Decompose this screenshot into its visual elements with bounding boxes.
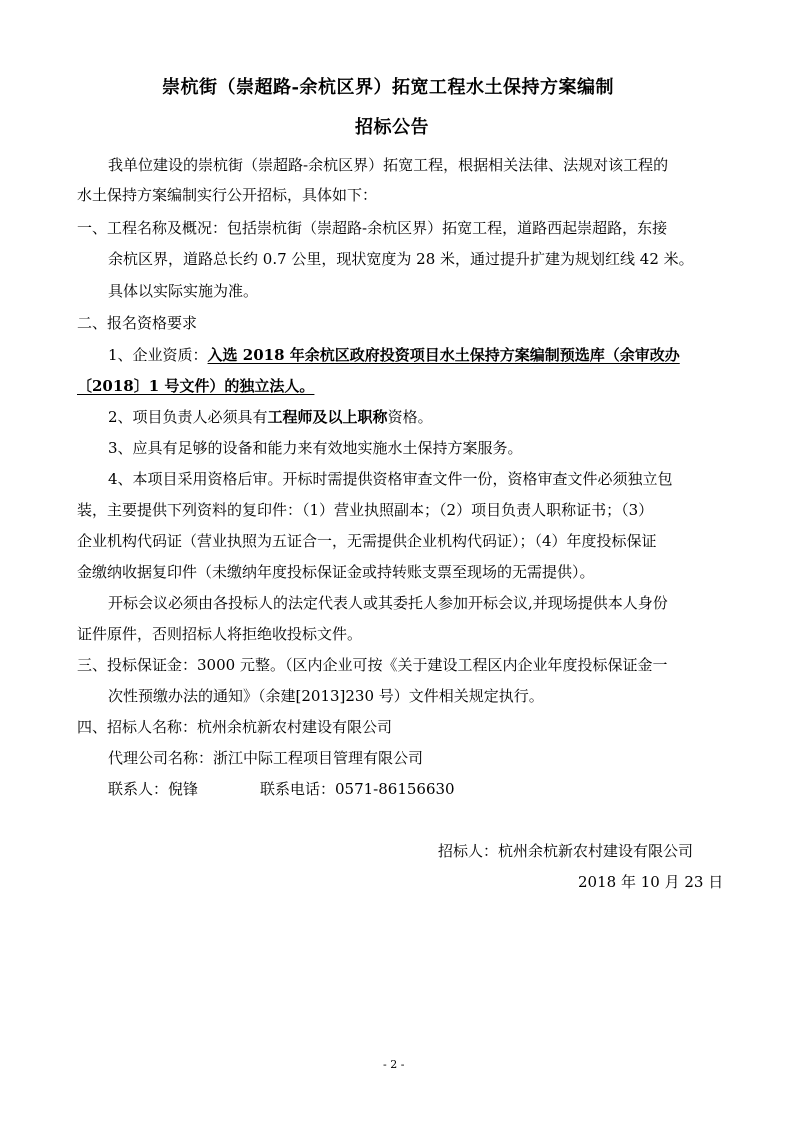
section-1-line-2: 余杭区界，道路总长约 0.7 公里，现状宽度为 28 米，通过提升扩建为规划红线 42 米。 xyxy=(108,250,694,268)
section-2-item-4-line-1: 4、本项目采用资格后审。开标时需提供资格审查文件一份，资格审查文件必须独立包 xyxy=(108,470,673,488)
agent-company: 代理公司名称：浙江中际工程项目管理有限公司 xyxy=(108,749,424,767)
signature-date: 2018 年 10 月 23 日 xyxy=(578,873,724,891)
item-2-title-requirement: 工程师及以上职称 xyxy=(267,408,388,426)
title-line-1: 崇杭街（崇超路-余杭区界）拓宽工程水土保持方案编制 xyxy=(162,77,614,98)
section-2-item-1 xyxy=(108,345,680,365)
meeting-line-1: 开标会议必须由各投标人的法定代表人或其委托人参加开标会议,并现场提供本人身份 xyxy=(108,594,668,612)
intro-line-1: 我单位建设的崇杭街（崇超路-余杭区界）拓宽工程，根据相关法律、法规对该工程的 xyxy=(108,156,669,174)
section-3-line-1: 三、投标保证金：3000 元整。（区内企业可按《关于建设工程区内企业年度投标保证金一 xyxy=(77,656,668,674)
section-2-item-4-line-4: 金缴纳收据复印件（未缴纳年度投标保证金或持转账支票至现场的无需提供）。 xyxy=(77,563,595,581)
item-2-text-c: 资格。 xyxy=(387,408,433,426)
section-3-line-2: 次性预缴办法的通知》（余建[2013]230 号）文件相关规定执行。 xyxy=(108,687,544,705)
section-2-item-4-line-2: 装，主要提供下列资料的复印件：（1）营业执照副本；（2）项目负责人职称证书；（3） xyxy=(77,501,654,519)
page-number: - 2 - xyxy=(383,1058,405,1071)
signature-organization: 招标人：杭州余杭新农村建设有限公司 xyxy=(438,842,694,860)
title-line-2: 招标公告 xyxy=(355,117,429,138)
item-1-label: 1、企业资质： xyxy=(108,346,208,364)
section-2-item-2 xyxy=(108,407,433,427)
section-4-heading: 四、招标人名称：杭州余杭新农村建设有限公司 xyxy=(77,718,393,736)
contact-person: 联系人：倪锋 xyxy=(108,780,199,798)
contact-phone: 联系电话：0571-86156630 xyxy=(260,780,455,798)
section-1-line-3: 具体以实际实施为准。 xyxy=(108,282,259,300)
section-1-line-1: 一、工程名称及概况：包括崇杭街（崇超路-余杭区界）拓宽工程，道路西起崇超路，东接 xyxy=(77,219,668,237)
intro-line-2: 水土保持方案编制实行公开招标，具体如下： xyxy=(77,186,378,204)
section-2-item-4-line-3: 企业机构代码证（营业执照为五证合一，无需提供企业机构代码证）；（4）年度投标保证 xyxy=(77,532,657,550)
section-2-item-1-line-2: 〔2018〕1 号文件）的独立法人。 xyxy=(77,377,315,395)
section-2-item-3: 3、应具有足够的设备和能力来有效地实施水土保持方案服务。 xyxy=(108,439,523,457)
section-2-heading: 二、报名资格要求 xyxy=(77,314,198,332)
meeting-line-2: 证件原件，否则招标人将拒绝收投标文件。 xyxy=(77,625,363,643)
item-2-text-a: 2、项目负责人必须具有 xyxy=(108,408,268,426)
item-1-qualification: 入选 2018 年余杭区政府投资项目水土保持方案编制预选库（余审改办 xyxy=(207,346,680,364)
